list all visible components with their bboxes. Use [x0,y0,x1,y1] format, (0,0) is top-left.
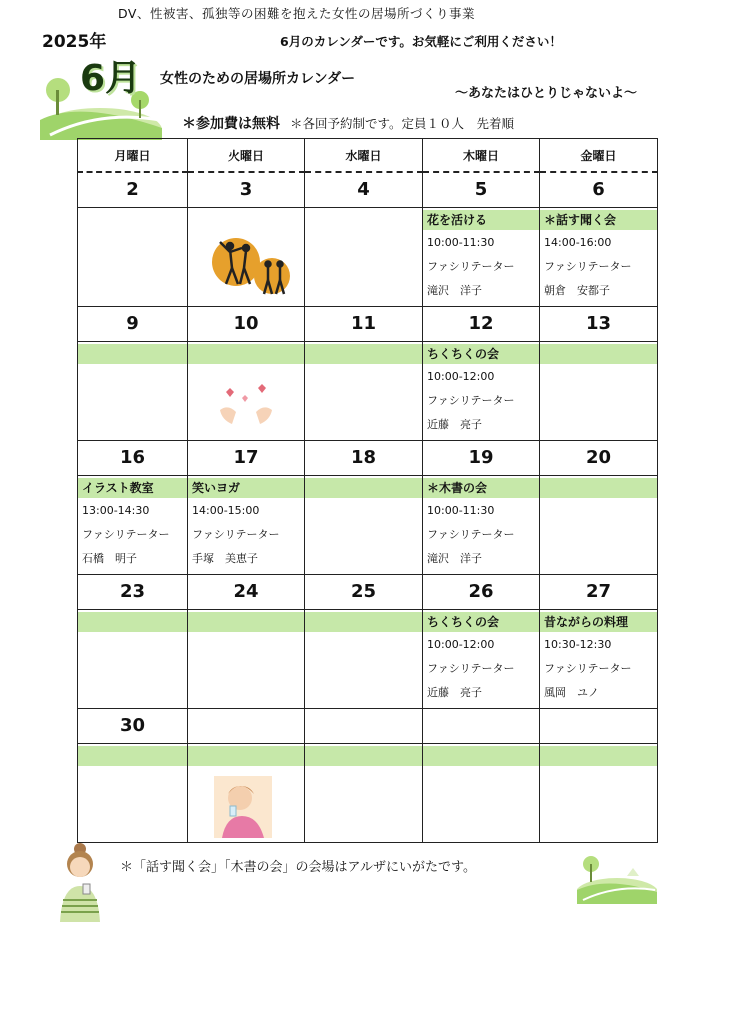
day-number: 13 [540,307,658,342]
event-role: ファシリテーター [544,662,632,675]
event-title: 花を活ける [423,210,539,230]
event-facilitator: 風岡 ユノ [544,686,599,699]
event-role: ファシリテーター [427,260,515,273]
weekday-mon: 月曜日 [78,139,188,173]
woman-avatar-icon [55,842,105,922]
event-band [305,746,422,766]
event-facilitator: 近藤 亮子 [427,418,482,431]
drinking-woman-icon [214,776,272,838]
event-time: 10:00-12:00 [427,638,495,651]
event-band [188,746,304,766]
day-cell [423,476,540,575]
week-1-days [78,172,658,208]
day-number: 26 [423,575,540,610]
fee-note-row [182,113,514,133]
day-number: 12 [423,307,540,342]
weekday-wed: 水曜日 [305,139,423,173]
event-role: ファシリテーター [427,394,515,407]
event-role: ファシリテーター [427,662,515,675]
day-cell [540,610,658,709]
day-cell [78,476,188,575]
event-band [188,344,304,364]
day-cell [78,744,188,843]
day-cell [188,208,305,307]
event-time: 13:00-14:30 [82,504,150,517]
week-5-events [78,744,658,843]
day-cell [540,208,658,307]
fee-note: ＊参加費は無料 [182,116,280,132]
day-number: 19 [423,441,540,476]
day-number: 10 [188,307,305,342]
day-cell [305,610,423,709]
event-title: ＊話す聞く会 [540,210,657,230]
event-title: ちくちくの会 [423,344,539,364]
day-cell [423,744,540,843]
event-band [305,478,422,498]
week-3-events [78,476,658,575]
event-band [78,344,187,364]
day-number: 18 [305,441,423,476]
event-facilitator: 近藤 亮子 [427,686,482,699]
day-number: 4 [305,172,423,208]
day-cell [78,208,188,307]
day-cell [188,744,305,843]
day-cell [305,744,423,843]
day-number [188,709,305,744]
footnote: ＊「話す聞く会」「木書の会」の会場はアルザにいがたです。 [120,860,476,875]
week-3-days [78,441,658,476]
event-title: ＊木書の会 [423,478,539,498]
day-cell [540,476,658,575]
event-band [305,612,422,632]
event-band [78,746,187,766]
weekday-header-row [78,139,658,173]
event-band [540,478,657,498]
page-subtitle: ～あなたはひとりじゃないよ～ [455,86,638,101]
day-number: 30 [78,709,188,744]
meadow-icon [577,846,657,904]
day-number: 25 [305,575,423,610]
day-number: 27 [540,575,658,610]
day-number: 2 [78,172,188,208]
exercise-icon [210,236,296,298]
day-number: 3 [188,172,305,208]
weekday-thu: 木曜日 [423,139,540,173]
reservation-note: ＊各回予約制です。定員１０人 先着順 [290,116,515,131]
event-role: ファシリテーター [427,528,515,541]
day-cell [78,610,188,709]
day-cell [423,610,540,709]
day-number [305,709,423,744]
top-line: DV、性被害、孤独等の困難を抱えた女性の居場所づくり事業 [118,6,475,21]
event-time: 10:00-11:30 [427,236,495,249]
day-number: 9 [78,307,188,342]
event-band [78,612,187,632]
day-number: 20 [540,441,658,476]
day-cell [305,208,423,307]
day-number [423,709,540,744]
event-facilitator: 石橋 明子 [82,552,137,565]
weekday-tue: 火曜日 [188,139,305,173]
day-number: 5 [423,172,540,208]
event-time: 10:30-12:30 [544,638,612,651]
day-number: 16 [78,441,188,476]
day-number: 23 [78,575,188,610]
day-cell [305,476,423,575]
day-cell [188,610,305,709]
day-cell [423,208,540,307]
event-band [540,746,657,766]
day-cell [540,342,658,441]
day-number: 6 [540,172,658,208]
event-title: 笑いヨガ [188,478,304,498]
event-facilitator: 滝沢 洋子 [427,284,482,297]
calendar-table [77,138,658,843]
week-4-days [78,575,658,610]
event-facilitator: 手塚 美恵子 [192,552,258,565]
event-time: 14:00-16:00 [544,236,612,249]
event-title: 昔ながらの料理 [540,612,657,632]
event-time: 10:00-11:30 [427,504,495,517]
notice-text: 6月のカレンダーです。お気軽にご利用ください！ [280,34,562,49]
week-2-days [78,307,658,342]
event-role: ファシリテーター [82,528,170,541]
event-facilitator: 朝倉 安都子 [544,284,610,297]
event-facilitator: 滝沢 洋子 [427,552,482,565]
day-number [540,709,658,744]
weekday-fri: 金曜日 [540,139,658,173]
event-band [540,344,657,364]
day-number: 24 [188,575,305,610]
day-cell [540,744,658,843]
day-cell [305,342,423,441]
event-title: ちくちくの会 [423,612,539,632]
event-band [423,746,539,766]
event-time: 14:00-15:00 [192,504,260,517]
event-title: イラスト教室 [78,478,187,498]
page-title: 女性のための居場所カレンダー [160,71,356,87]
week-2-events [78,342,658,441]
year-label: 2025年 [42,32,107,52]
day-cell [423,342,540,441]
week-4-events [78,610,658,709]
week-1-events [78,208,658,307]
event-band [305,344,422,364]
event-role: ファシリテーター [544,260,632,273]
event-time: 10:00-12:00 [427,370,495,383]
event-band [188,612,304,632]
hearts-hands-icon [216,382,276,426]
day-cell [188,342,305,441]
event-role: ファシリテーター [192,528,280,541]
day-number: 11 [305,307,423,342]
day-cell [188,476,305,575]
day-number: 17 [188,441,305,476]
month-label: 6月 [80,58,142,99]
week-5-days [78,709,658,744]
day-cell [78,342,188,441]
